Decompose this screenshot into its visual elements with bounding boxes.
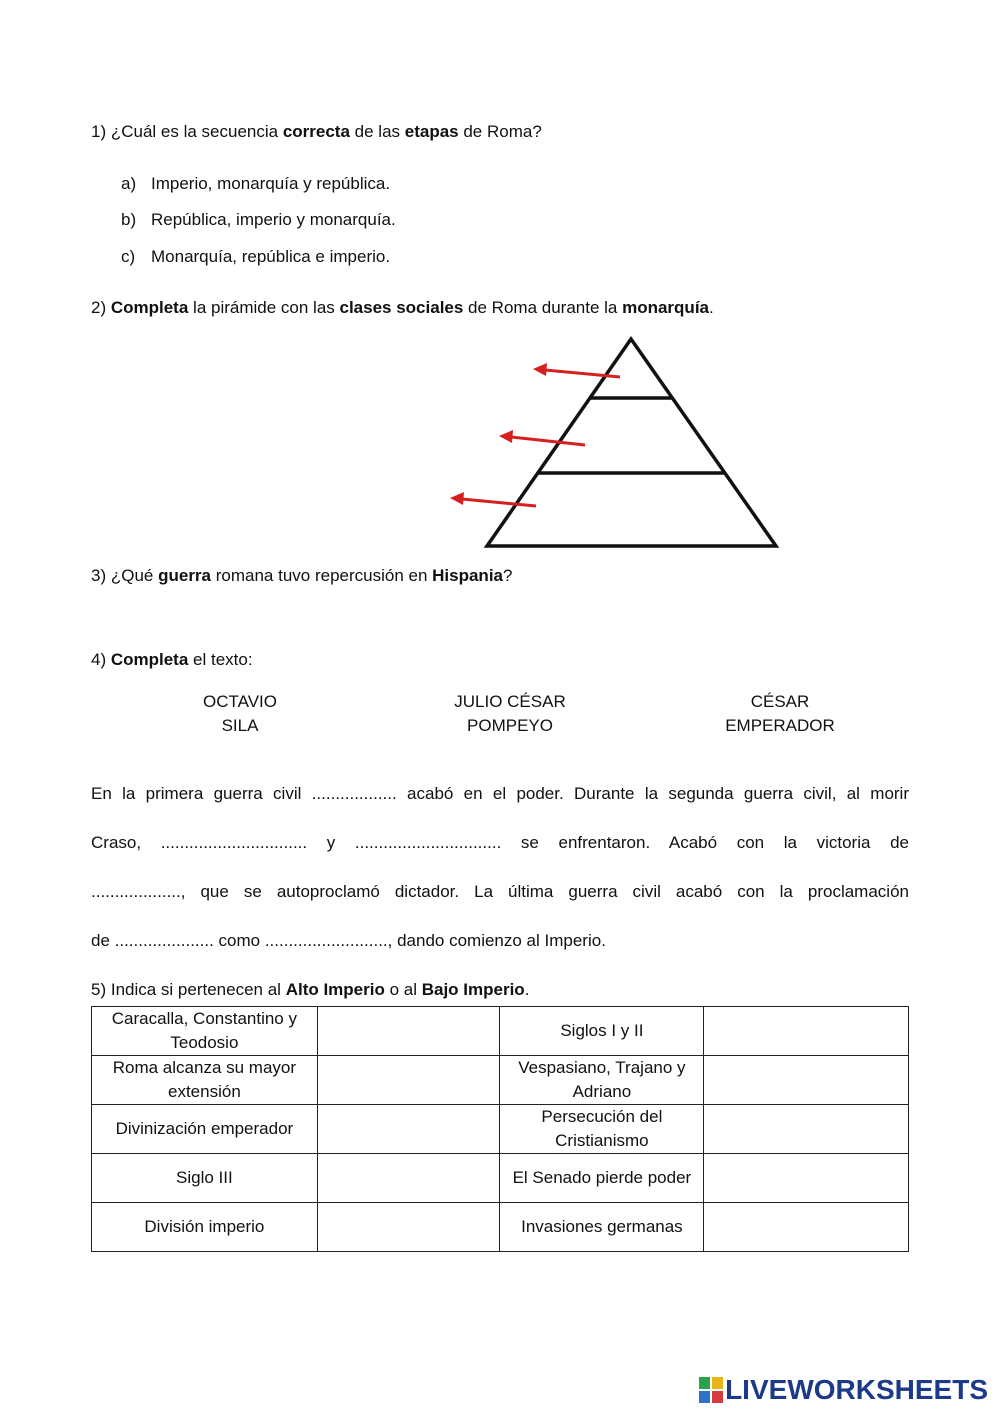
question-5: 5) Indica si pertenecen al Alto Imperio o al Bajo Imperio. bbox=[91, 980, 530, 999]
word-bank-word: JULIO CÉSAR bbox=[454, 692, 566, 711]
fill-line[interactable]: ..................., que se autoproclamó dictador. La última guerra civil acabó con la proclamación bbox=[91, 882, 909, 901]
table-row bbox=[92, 1154, 909, 1203]
table-row bbox=[92, 1056, 909, 1105]
word-bank bbox=[150, 690, 870, 738]
table-cell-item: División imperio bbox=[92, 1203, 318, 1252]
answer-cell[interactable] bbox=[317, 1203, 500, 1252]
option-a[interactable]: a) Imperio, monarquía y república. bbox=[121, 174, 391, 193]
table-cell-item: Siglos I y II bbox=[500, 1007, 704, 1056]
answer-cell[interactable] bbox=[317, 1154, 500, 1203]
answer-cell[interactable] bbox=[317, 1105, 500, 1154]
pyramid-diagram bbox=[0, 0, 1000, 560]
pyramid-outline bbox=[487, 339, 776, 546]
table-row bbox=[92, 1007, 909, 1056]
fill-line[interactable]: En la primera guerra civil .................. acabó en el poder. Durante la segunda guerra civil, al morir bbox=[91, 784, 909, 803]
table-row bbox=[92, 1203, 909, 1252]
answer-cell[interactable] bbox=[704, 1105, 909, 1154]
question-3: 3) ¿Qué guerra romana tuvo repercusión en Hispania? bbox=[91, 566, 513, 585]
fill-line[interactable]: Craso, ............................... y ............................... se enfrentaron. Acabó con la victoria de bbox=[91, 833, 909, 852]
question-1: 1) ¿Cuál es la secuencia correcta de las etapas de Roma? bbox=[91, 122, 542, 141]
answer-cell[interactable] bbox=[704, 1056, 909, 1105]
word-bank-word: OCTAVIO bbox=[203, 692, 277, 711]
fill-in-text bbox=[91, 782, 909, 978]
word-bank-column bbox=[420, 690, 600, 738]
table-cell-item: Roma alcanza su mayor extensión bbox=[92, 1056, 318, 1105]
answer-cell[interactable] bbox=[704, 1203, 909, 1252]
table-cell-item: El Senado pierde poder bbox=[500, 1154, 704, 1203]
question-2: 2) Completa la pirámide con las clases sociales de Roma durante la monarquía. bbox=[91, 298, 714, 317]
classification-table bbox=[91, 1006, 909, 1252]
answer-cell[interactable] bbox=[704, 1007, 909, 1056]
table-cell-item: Caracalla, Constantino y Teodosio bbox=[92, 1007, 318, 1056]
liveworksheets-logo: LIVEWORKSHEETS bbox=[699, 1374, 988, 1406]
word-bank-word: CÉSAR bbox=[750, 692, 810, 711]
answer-cell[interactable] bbox=[317, 1007, 500, 1056]
answer-arrow-top[interactable] bbox=[533, 363, 620, 377]
table-cell-item: Invasiones germanas bbox=[500, 1203, 704, 1252]
table-cell-item: Vespasiano, Trajano y Adriano bbox=[500, 1056, 704, 1105]
fill-line[interactable]: de ..................... como .........................., dando comienzo al Imperio. bbox=[91, 931, 606, 950]
word-bank-column bbox=[690, 690, 870, 738]
word-bank-column bbox=[150, 690, 330, 738]
table-row bbox=[92, 1105, 909, 1154]
word-bank-word: EMPERADOR bbox=[725, 716, 835, 735]
liveworksheets-logo-icon bbox=[699, 1377, 723, 1403]
answer-cell[interactable] bbox=[317, 1056, 500, 1105]
table-cell-item: Divinización emperador bbox=[92, 1105, 318, 1154]
question-4: 4) Completa el texto: bbox=[91, 650, 253, 669]
option-b[interactable]: b) República, imperio y monarquía. bbox=[121, 210, 396, 229]
word-bank-word: POMPEYO bbox=[467, 716, 553, 735]
answer-cell[interactable] bbox=[704, 1154, 909, 1203]
word-bank-word: SILA bbox=[221, 716, 259, 735]
answer-arrow-middle[interactable] bbox=[499, 430, 585, 445]
table-cell-item: Persecución del Cristianismo bbox=[500, 1105, 704, 1154]
option-c[interactable]: c) Monarquía, república e imperio. bbox=[121, 247, 391, 266]
table-cell-item: Siglo III bbox=[92, 1154, 318, 1203]
